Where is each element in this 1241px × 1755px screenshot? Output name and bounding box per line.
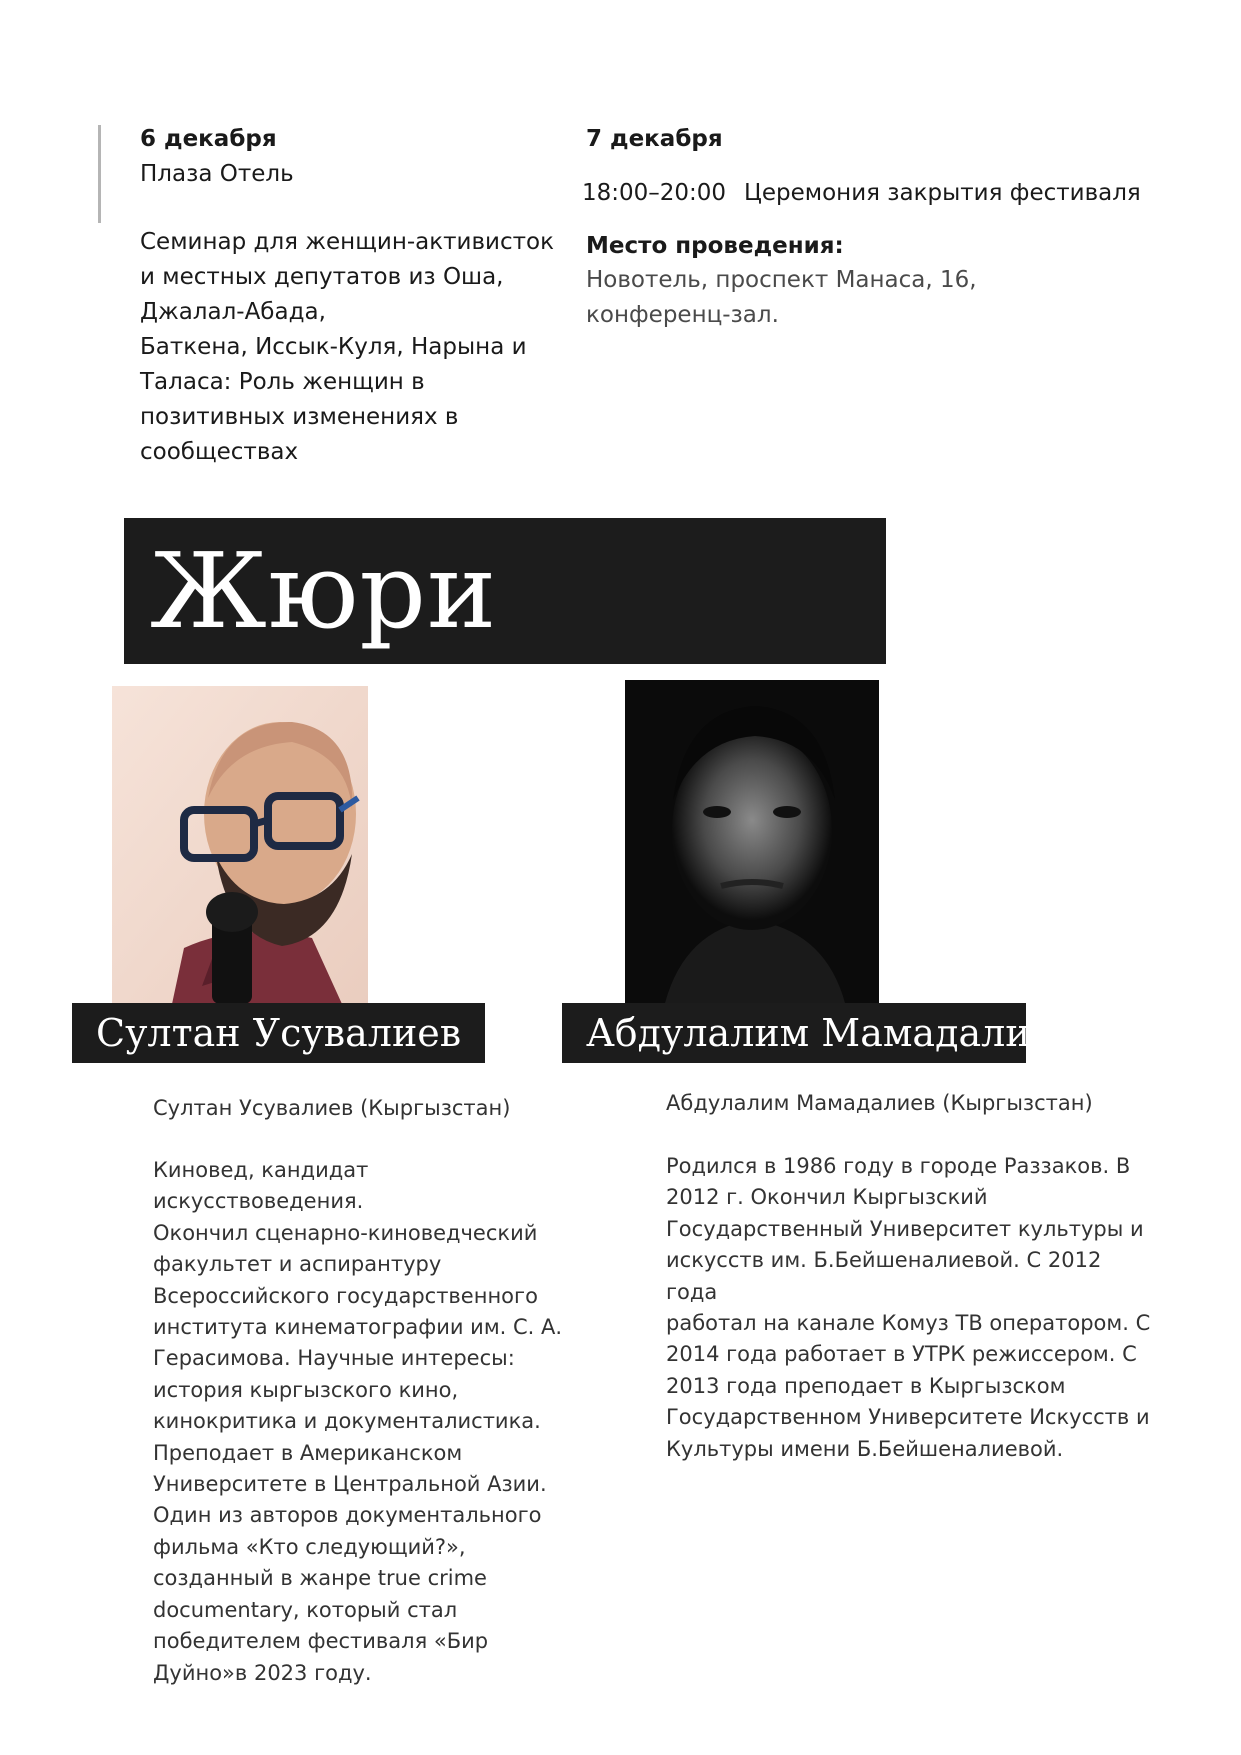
day2-time: 18:00–20:00 <box>582 180 727 206</box>
bio-line: 2013 года преподает в Кыргызском <box>666 1373 1066 1398</box>
portrait-illustration <box>112 686 368 1004</box>
description-line: позитивных изменениях в <box>140 404 459 430</box>
bio-line: искусств им. Б.Бейшеналиевой. С 2012 года <box>666 1248 1102 1304</box>
bio-line: Герасимова. Научные интересы: <box>153 1346 515 1371</box>
bio-line: documentary, который стал <box>153 1597 458 1622</box>
bio-line: фильма «Кто следующий?», <box>153 1534 466 1559</box>
day1-description <box>140 225 570 470</box>
portrait-illustration <box>625 680 879 1003</box>
bio-line: Один из авторов документального <box>153 1503 542 1528</box>
jury-caption-abdulalim: Абдулалим Мамадалиев (Кыргызстан) <box>666 1091 1093 1115</box>
jury-title: Жюри <box>150 530 498 652</box>
bio-line: Государственный Университет культуры и <box>666 1216 1144 1241</box>
jury-name-tag-sultan: Султан Усувалиев <box>72 1003 485 1063</box>
bio-line: победителем фестиваля «Бир <box>153 1629 489 1654</box>
bio-line: Родился в 1986 году в городе Раззаков. В <box>666 1154 1131 1178</box>
description-line: сообществах <box>140 439 299 465</box>
jury-name-tag-abdulalim: Абдулалим Мамадалиев <box>562 1003 1026 1063</box>
bio-line: Окончил сценарно-киноведческий <box>153 1220 538 1245</box>
bio-line: Университете в Центральной Азии. <box>153 1472 547 1497</box>
bio-line: история кыргызского кино, <box>153 1377 459 1402</box>
venue-label: Место проведения: <box>586 233 844 259</box>
description-line: Джалал-Абада, <box>140 299 326 325</box>
day2-event: Церемония закрытия фестиваля <box>744 180 1141 206</box>
day1-venue: Плаза Отель <box>140 161 294 187</box>
bio-line: 2012 г. Окончил Кыргызский <box>666 1185 988 1210</box>
section-divider-line <box>98 125 101 223</box>
bio-line: Преподает в Американском <box>153 1440 463 1465</box>
bio-line: Государственном Университете Искусств и <box>666 1405 1150 1430</box>
bio-line: института кинематографии им. С. А. <box>153 1315 563 1340</box>
jury-photo-sultan <box>112 686 368 1004</box>
description-line: и местных депутатов из Оша, <box>140 264 504 290</box>
bio-line: факультет и аспирантуру <box>153 1252 442 1277</box>
jury-bio-sultan <box>153 1155 573 1689</box>
day1-date: 6 декабря <box>140 126 277 152</box>
venue-line: Новотель, проспект Манаса, 16, <box>586 267 977 293</box>
bio-line: Всероссийского государственного <box>153 1283 538 1308</box>
venue-line: конференц-зал. <box>586 302 779 328</box>
bio-line: Киновед, кандидат искусствоведения. <box>153 1158 369 1214</box>
venue-address <box>586 263 977 333</box>
bio-line: работал на канале Комуз ТВ оператором. С <box>666 1311 1151 1336</box>
bio-line: созданный в жанре true crime <box>153 1566 487 1591</box>
bio-line: Культуры имени Б.Бейшеналиевой. <box>666 1436 1064 1461</box>
bio-line: 2014 года работает в УТРК режиссером. С <box>666 1342 1137 1367</box>
jury-caption-sultan: Султан Усувалиев (Кыргызстан) <box>153 1096 511 1120</box>
day2-date: 7 декабря <box>586 126 723 152</box>
jury-photo-abdulalim <box>625 680 879 1003</box>
description-line: Семинар для женщин-активисток <box>140 229 554 255</box>
bio-line: кинокритика и документалистика. <box>153 1409 541 1434</box>
description-line: Баткена, Иссык-Куля, Нарына и <box>140 334 527 360</box>
jury-bio-abdulalim <box>666 1151 1156 1465</box>
description-line: Таласа: Роль женщин в <box>140 369 425 395</box>
bio-line: Дуйно»в 2023 году. <box>153 1660 372 1685</box>
